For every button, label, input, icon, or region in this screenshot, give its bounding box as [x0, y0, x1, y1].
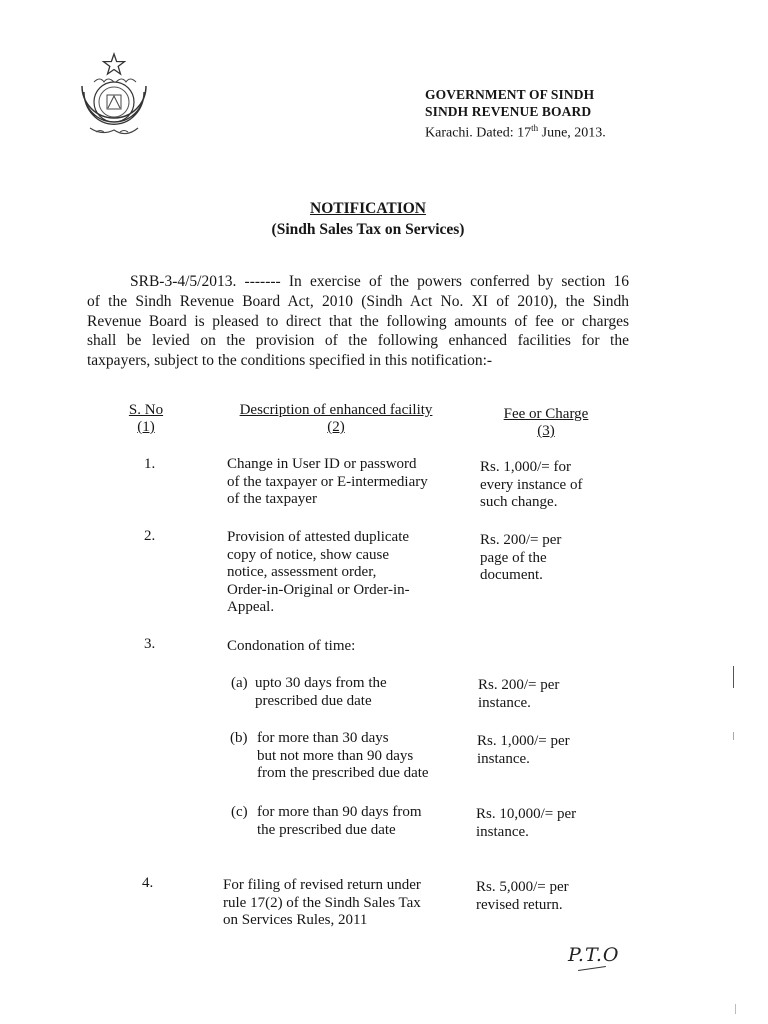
government-name: GOVERNMENT OF SINDH — [425, 87, 595, 102]
sub-item-label: (c) — [231, 804, 248, 820]
pto-text: P.T.O — [568, 944, 620, 966]
intro-line: taxpayers, subject to the conditions specified in this notification:- — [87, 352, 493, 370]
sub-item-description: upto 30 days from the prescribed due date — [255, 675, 387, 709]
sub-item-fee: Rs. 10,000/= per instance. — [476, 806, 577, 840]
column-number-sno: (1) — [137, 419, 155, 435]
sub-item-description: for more than 30 days but not more than 90 days from the prescribed due date — [257, 730, 429, 781]
intro-line: shall be levied on the provision of the following enhanced facilities for the — [87, 332, 629, 350]
sub-item-fee: Rs. 200/= per instance. — [478, 677, 560, 711]
intro-line: SRB-3-4/5/2013. ------- In exercise of the powers conferred by section 16 — [130, 273, 629, 290]
notification-title: NOTIFICATION — [310, 200, 426, 217]
scan-mark — [733, 732, 734, 740]
date-line: Karachi. Dated: 17th June, 2013. — [425, 123, 606, 141]
column-header-sno: S. No — [128, 402, 164, 418]
board-name: SINDH REVENUE BOARD — [425, 104, 592, 119]
column-header-fee: Fee or Charge — [503, 406, 589, 422]
notification-subtitle: (Sindh Sales Tax on Services) — [271, 221, 465, 238]
sub-item-label: (a) — [231, 675, 248, 691]
row-sno: 2. — [144, 528, 156, 544]
column-number-description: (2) — [327, 419, 345, 435]
letterhead — [425, 86, 606, 142]
intro-line: of the Sindh Revenue Board Act, 2010 (Sindh Act No. XI of 2010), the Sindh — [87, 292, 629, 310]
sub-item-description: for more than 90 days from the prescribed due date — [257, 804, 422, 838]
sindh-government-seal — [72, 52, 156, 142]
pto-handwritten-note — [568, 944, 619, 966]
column-number-fee: (3) — [537, 423, 555, 439]
pto-underline — [578, 966, 606, 971]
sub-item-fee: Rs. 1,000/= per instance. — [477, 733, 570, 767]
row-fee: Rs. 200/= per page of the document. — [480, 532, 562, 583]
row-sno: 4. — [142, 875, 154, 891]
intro-line: Revenue Board is pleased to direct that the following amounts of fee or charges — [87, 312, 629, 330]
column-header-description: Description of enhanced facility — [239, 402, 433, 418]
row-description: For filing of revised return under rule 17(2) of the Sindh Sales Tax on Services Rules, 2011 — [223, 877, 421, 928]
sub-item-label: (b) — [230, 730, 248, 746]
row-description: Condonation of time: — [227, 638, 356, 654]
row-sno: 1. — [144, 456, 156, 472]
scan-mark — [735, 1004, 736, 1014]
sindh-government-seal-icon — [72, 52, 156, 142]
row-sno: 3. — [144, 636, 156, 652]
scan-mark — [733, 666, 734, 688]
row-description: Change in User ID or password of the taxpayer or E-intermediary of the taxpayer — [227, 456, 428, 507]
row-description: Provision of attested duplicate copy of notice, show cause notice, assessment order, Order-in-Original or Order-in- Appeal. — [227, 529, 410, 615]
row-fee: Rs. 5,000/= per revised return. — [476, 879, 569, 913]
row-fee: Rs. 1,000/= for every instance of such change. — [480, 459, 583, 510]
intro-paragraph — [87, 272, 629, 371]
